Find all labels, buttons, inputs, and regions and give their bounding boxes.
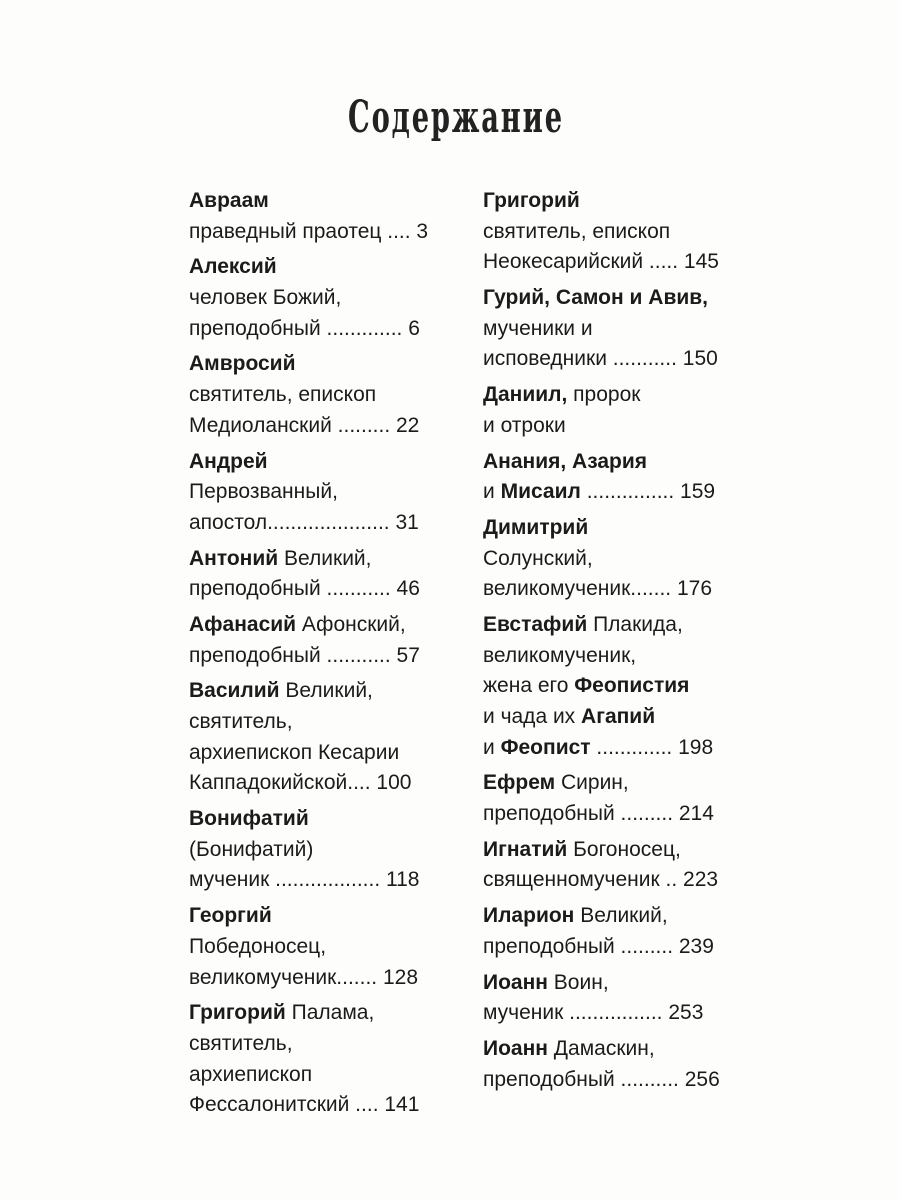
toc-entry-text: мученик .................. 118: [189, 868, 420, 892]
toc-line: [483, 799, 743, 830]
toc-entry-text: священномученик .. 223: [483, 868, 719, 892]
toc-entry-text: Великий,: [279, 679, 373, 703]
toc-line: [483, 247, 743, 278]
toc-entry-text: Победоносец,: [189, 934, 327, 958]
toc-line: [189, 901, 449, 932]
toc-entry-text: святитель,: [189, 710, 293, 733]
toc-entry-name: Мисаил: [500, 480, 581, 504]
toc-entry-name: Георгий: [189, 904, 272, 928]
toc-line: [189, 804, 449, 835]
toc-entry-text: и: [483, 735, 501, 759]
toc-column-right: [483, 186, 743, 1095]
toc-line: [189, 411, 449, 442]
toc-entry-text: Фессалонитский .... 141: [189, 1093, 420, 1117]
toc-line: [189, 508, 449, 539]
toc-line: [483, 932, 743, 963]
toc-line: [483, 380, 743, 411]
toc-entry-text: преподобный ........... 46: [189, 577, 420, 601]
toc-entry-name: Феопист: [500, 735, 591, 759]
toc-line: [483, 702, 743, 733]
toc-line: [189, 544, 449, 575]
toc-line: [189, 768, 449, 799]
toc-entry-text: Великий,: [574, 904, 668, 928]
toc-entry-text: преподобный ......... 214: [483, 802, 714, 826]
toc-line: [483, 610, 743, 641]
toc-entry-text: святитель,: [189, 1031, 293, 1055]
toc-line: [189, 865, 449, 896]
toc-entry-text: и чада их: [483, 705, 582, 728]
toc-line: [483, 283, 743, 314]
toc-entry-text: Солунский,: [483, 546, 593, 570]
toc-line: [189, 641, 449, 672]
toc-entry-text: Каппадокийской.... 100: [189, 771, 412, 795]
toc-entry-text: архиепископ Кесарии: [189, 740, 400, 764]
toc-entry-text: преподобный ............. 6: [189, 316, 420, 340]
toc-entry-name: Амвросий: [189, 352, 296, 376]
toc-entry-text: архиепископ: [189, 1062, 313, 1086]
toc-entry-text: Сирин,: [555, 771, 629, 795]
toc-entry-name: Григорий: [483, 189, 580, 212]
toc-entry-text: мученики и: [483, 316, 593, 340]
toc-entry-name: Димитрий: [483, 515, 589, 539]
toc-line: [189, 963, 449, 994]
toc-entry-text: преподобный ........... 57: [189, 643, 420, 667]
toc-entry-text: Воин,: [547, 970, 609, 994]
toc-entry-text: праведный праотец .... 3: [189, 219, 429, 243]
toc-line: [189, 574, 449, 605]
toc-entry-text: апостол..................... 31: [189, 510, 419, 534]
toc-line: [189, 1029, 449, 1060]
toc-entry-text: преподобный .......... 256: [483, 1067, 720, 1091]
toc-line: [483, 733, 743, 764]
toc-line: [483, 447, 743, 478]
toc-entry-text: человек Божий,: [189, 286, 342, 310]
toc-entry-text: и отроки: [483, 413, 566, 437]
toc-entry-text: великомученик....... 176: [483, 577, 713, 601]
toc-line: [189, 349, 449, 380]
toc-entry-name: Анания, Азария: [483, 449, 648, 473]
toc-entry-text: пророк: [567, 383, 641, 407]
toc-entry-text: преподобный ......... 239: [483, 934, 714, 958]
toc-entry-text: жена его: [483, 674, 575, 698]
toc-line: [483, 1034, 743, 1065]
toc-entry-text: святитель, епископ: [189, 383, 377, 407]
toc-line: [483, 513, 743, 544]
toc-line: [189, 738, 449, 769]
toc-entry-name: Даниил,: [483, 383, 568, 407]
toc-line: [189, 447, 449, 478]
toc-line: [483, 671, 743, 702]
toc-line: [483, 968, 743, 999]
toc-entry-text: Медиоланский ......... 22: [189, 413, 420, 437]
toc-entry-name: Агапий: [581, 705, 656, 728]
toc-line: [483, 544, 743, 575]
toc-entry-text: ............. 198: [590, 735, 714, 759]
toc-entry-text: великомученик....... 128: [189, 965, 419, 989]
toc-line: [189, 1060, 449, 1091]
toc-line: [483, 1065, 743, 1096]
toc-entry-text: святитель, епископ: [483, 219, 671, 243]
toc-entry-name: Евстафий: [483, 612, 588, 636]
page-title: Содержание: [348, 92, 564, 143]
toc-entry-text: (Бонифатий): [189, 837, 314, 861]
toc-line: [483, 186, 743, 217]
toc-line: [189, 477, 449, 508]
toc-line: [189, 380, 449, 411]
toc-entry-text: Палама,: [285, 1001, 375, 1025]
toc-entry-name: Антоний: [189, 546, 279, 570]
toc-line: [483, 865, 743, 896]
toc-entry-name: Гурий, Самон и Авив,: [483, 286, 709, 310]
toc-line: [189, 707, 449, 738]
toc-entry-name: Игнатий: [483, 837, 568, 861]
toc-line: [189, 835, 449, 866]
toc-entry-text: ............... 159: [580, 480, 716, 504]
toc-line: [189, 610, 449, 641]
toc-line: [483, 217, 743, 248]
toc-line: [189, 314, 449, 345]
toc-entry-name: Василий: [189, 679, 280, 703]
toc-line: [189, 186, 449, 217]
toc-line: [189, 1090, 449, 1121]
toc-entry-name: Афанасий: [189, 612, 297, 636]
toc-line: [483, 344, 743, 375]
toc-entry-text: мученик ................ 253: [483, 1001, 704, 1025]
toc-entry-text: Плакида,: [587, 612, 683, 636]
toc-column-left: [189, 186, 449, 1121]
toc-entry-name: Феопистия: [574, 674, 690, 698]
toc-entry-name: Иоанн: [483, 970, 548, 994]
toc-line: [483, 314, 743, 345]
toc-entry-text: великомученик,: [483, 643, 637, 667]
toc-entry-text: исповедники ........... 150: [483, 347, 718, 371]
toc-entry-name: Андрей: [189, 449, 268, 473]
toc-entry-name: Григорий: [189, 1001, 286, 1025]
toc-line: [483, 477, 743, 508]
toc-line: [483, 768, 743, 799]
toc-entry-text: Великий,: [278, 546, 372, 570]
toc-entry-text: Первозванный,: [189, 480, 338, 504]
toc-entry-text: и: [483, 480, 501, 504]
toc-entry-name: Иларион: [483, 904, 575, 928]
toc-entry-text: Афонский,: [296, 612, 406, 636]
toc-line: [483, 835, 743, 866]
toc-entry-text: Дамаскин,: [547, 1036, 655, 1060]
toc-entry-name: Иоанн: [483, 1036, 548, 1060]
toc-line: [483, 901, 743, 932]
toc-line: [189, 252, 449, 283]
toc-entry-text: Неокесарийский ..... 145: [483, 250, 719, 274]
toc-entry-name: Авраам: [189, 189, 269, 212]
toc-entry-name: Ефрем: [483, 771, 556, 795]
toc-line: [483, 574, 743, 605]
toc-line: [483, 641, 743, 672]
toc-line: [483, 998, 743, 1029]
toc-line: [189, 998, 449, 1029]
toc-line: [189, 932, 449, 963]
toc-line: [189, 217, 449, 248]
toc-line: [189, 283, 449, 314]
toc-entry-name: Вонифатий: [189, 807, 309, 831]
toc-entry-text: Богоносец,: [567, 837, 681, 861]
toc-line: [189, 676, 449, 707]
toc-entry-name: Алексий: [189, 255, 277, 279]
toc-line: [483, 411, 743, 442]
